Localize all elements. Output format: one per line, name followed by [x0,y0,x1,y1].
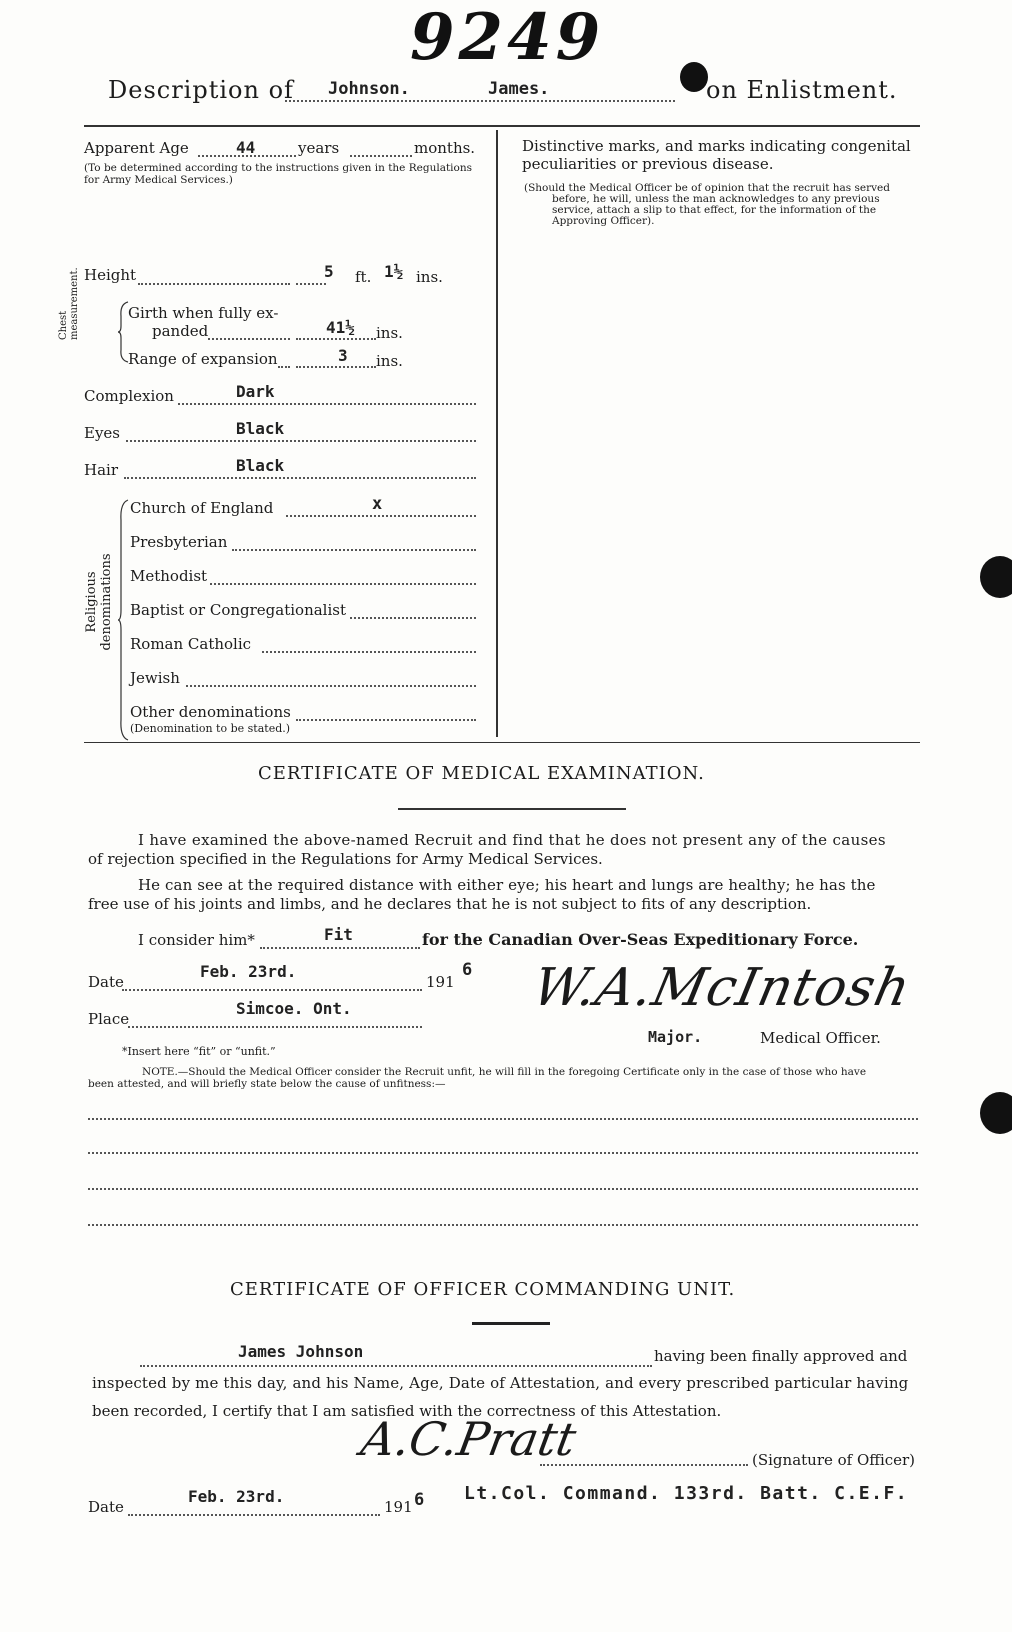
header-dotted-line [285,100,675,102]
medical-officer-rank: Major. [648,1028,703,1046]
religion-other-note: (Denomination to be stated.) [130,722,291,735]
religion-church-of-england: Church of England [130,499,274,517]
medical-place-label: Place [88,1010,130,1028]
commanding-date-label: Date [88,1498,124,1516]
hair-value: Black [236,456,285,475]
range-value: 3 [338,346,348,365]
for-force-label: for the Canadian Over-Seas Expeditionary Force. [422,930,859,949]
religion-other: Other denominations [130,703,291,721]
medical-note-1: NOTE.—Should the Medical Officer consider the Recruit unfit, he will fill in the foregoing Certificate only in the case of those who have [142,1066,867,1078]
marks-note-1: (Should the Medical Officer be of opinion that the recruit has served [524,182,890,194]
medical-officer-signature: W.A.McIntosh [527,958,917,1018]
complexion-label: Complexion [84,387,174,405]
medical-year-prefix: 191 [426,973,455,991]
unfit-line-4 [88,1224,918,1226]
girth-label-2: panded [152,322,209,340]
unfit-line-3 [88,1188,918,1190]
top-rule [84,125,920,127]
medical-para2-1: He can see at the required distance with either eye; his heart and lungs are healthy; he has the [138,876,876,894]
religion-mark: x [372,494,383,514]
medical-date-label: Date [88,973,124,991]
marks-note-4: Approving Officer). [552,215,655,227]
chest-side-label: Chest measurement. [58,267,80,340]
range-label: Range of expansion [128,350,278,368]
height-in-value: 1½ [384,262,404,281]
medical-para2-2: free use of his joints and limbs, and he declares that he is not subject to fits of any description. [88,895,812,913]
ink-blot-right-2 [980,1092,1012,1134]
commanding-title-rule [472,1322,550,1325]
ink-blot-header [680,62,708,92]
religion-methodist: Methodist [130,567,208,585]
middle-divider [496,130,498,737]
record-number: 9249 [410,0,605,75]
section-rule [84,742,920,743]
height-label: Height [84,266,137,284]
girth-ins-label: ins. [376,324,403,342]
commanding-recruit-name: James Johnson [238,1342,364,1361]
medical-para1-2: of rejection specified in the Regulations for Army Medical Services. [88,850,603,868]
on-enlistment-label: on Enlistment. [706,76,898,104]
description-of-label: Description of [108,76,294,104]
religion-brace [118,500,130,740]
medical-title: CERTIFICATE OF MEDICAL EXAMINATION. [258,763,705,784]
medical-officer-label: Medical Officer. [760,1029,881,1047]
unfit-line-1 [88,1118,918,1120]
marks-heading-2: peculiarities or previous disease. [522,155,774,173]
signature-of-officer-label: (Signature of Officer) [752,1451,916,1469]
commanding-year-prefix: 191 [384,1498,413,1516]
ink-blot-right-1 [980,556,1012,598]
commanding-title: CERTIFICATE OF OFFICER COMMANDING UNIT. [230,1279,736,1300]
ft-label: ft. [355,268,372,286]
commanding-date-value: Feb. 23rd. [188,1487,285,1506]
religion-presbyterian: Presbyterian [130,533,228,551]
girth-label-1: Girth when fully ex- [128,304,279,322]
unfit-line-2 [88,1152,918,1154]
religion-jewish: Jewish [130,669,180,687]
medical-date-value: Feb. 23rd. [200,962,297,981]
eyes-label: Eyes [84,424,120,442]
commanding-officer-title: Lt.Col. Command. 133rd. Batt. C.E.F. [464,1483,909,1504]
marks-note-3: service, attach a slip to that effect, for the information of the [552,204,877,216]
medical-para1-1: I have examined the above-named Recruit and find that he does not present any of the causes [138,831,886,849]
hair-label: Hair [84,461,118,479]
religion-side-label: Religious denominations [84,553,114,651]
commanding-officer-signature: A.C.Pratt [357,1412,581,1466]
height-ft-value: 5 [324,262,334,281]
range-ins-label: ins. [376,352,403,370]
medical-title-rule [398,808,626,810]
insert-note: *Insert here “fit” or “unfit.” [122,1045,276,1058]
age-note: (To be determined according to the instructions given in the Regulations for Army Medical Services.) [84,162,472,186]
religion-baptist: Baptist or Congregationalist [130,601,346,619]
medical-place-value: Simcoe. Ont. [236,999,352,1018]
consider-label: I consider him* [138,931,255,949]
marks-note-2: before, he will, unless the man acknowledges to any previous [552,193,880,205]
commanding-line1-rest: having been finally approved and [654,1347,908,1365]
apparent-age-label: Apparent Age [84,139,189,157]
fit-value: Fit [324,925,353,944]
commanding-line2: inspected by me this day, and his Name, Age, Date of Attestation, and every prescribed particular having [92,1374,909,1392]
commanding-year-suffix: 6 [414,1490,425,1510]
eyes-value: Black [236,419,285,438]
medical-year-suffix: 6 [462,960,473,980]
commanding-line3: been recorded, I certify that I am satisfied with the correctness of this Attestation. [92,1402,722,1420]
months-label: months. [414,139,476,157]
given-name-value: James. [488,79,550,99]
girth-value: 41½ [326,318,355,337]
ins-label: ins. [416,268,443,286]
years-label: years [298,139,340,157]
religion-roman-catholic: Roman Catholic [130,635,252,653]
surname-value: Johnson. [328,79,410,99]
complexion-value: Dark [236,382,275,401]
medical-note-2: been attested, and will briefly state below the cause of unfitness:— [88,1078,446,1090]
age-value: 44 [236,138,256,157]
marks-heading-1: Distinctive marks, and marks indicating congenital [522,137,911,155]
